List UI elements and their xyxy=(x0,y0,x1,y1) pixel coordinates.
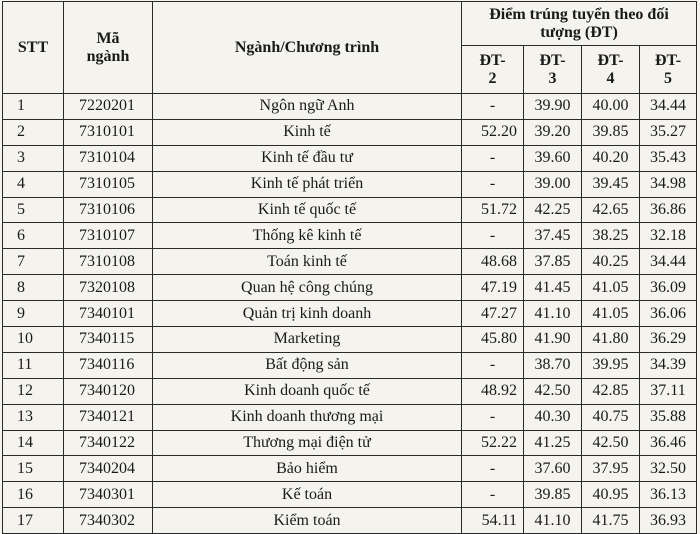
cell-score-dt3: 41.90 xyxy=(524,327,582,353)
cell-major-code: 7220201 xyxy=(64,94,153,120)
cell-score-dt2: 52.22 xyxy=(462,430,524,456)
cell-score-dt4: 39.85 xyxy=(582,119,640,145)
cell-stt: 4 xyxy=(3,171,64,197)
cell-major-code: 7340302 xyxy=(64,508,153,534)
cell-stt: 16 xyxy=(3,482,64,508)
header-major-code: Mã ngành xyxy=(64,2,153,94)
cell-program-name: Kinh tế phát triển xyxy=(153,171,462,197)
table-row xyxy=(3,352,697,378)
cell-score-dt4: 40.00 xyxy=(582,94,640,120)
cell-score-dt5: 35.43 xyxy=(640,145,697,171)
cell-stt: 14 xyxy=(3,430,64,456)
cell-score-dt3: 41.25 xyxy=(524,430,582,456)
cell-program-name: Quản trị kinh doanh xyxy=(153,301,462,327)
table-body xyxy=(3,94,697,534)
cell-score-dt3: 39.60 xyxy=(524,145,582,171)
cell-score-dt4: 37.95 xyxy=(582,456,640,482)
cell-stt: 7 xyxy=(3,249,64,275)
cell-score-dt5: 32.18 xyxy=(640,223,697,249)
cell-score-dt5: 36.93 xyxy=(640,508,697,534)
cell-stt: 6 xyxy=(3,223,64,249)
table-row xyxy=(3,378,697,404)
cell-score-dt4: 41.05 xyxy=(582,301,640,327)
cell-major-code: 7340122 xyxy=(64,430,153,456)
cell-score-dt4: 40.25 xyxy=(582,249,640,275)
admission-score-table xyxy=(2,1,697,534)
cell-score-dt2: - xyxy=(462,171,524,197)
cell-major-code: 7340115 xyxy=(64,327,153,353)
cell-score-dt5: 35.27 xyxy=(640,119,697,145)
cell-major-code: 7340101 xyxy=(64,301,153,327)
cell-score-dt5: 34.39 xyxy=(640,352,697,378)
cell-major-code: 7310101 xyxy=(64,119,153,145)
table-row xyxy=(3,119,697,145)
cell-program-name: Kinh tế xyxy=(153,119,462,145)
header-dt5: ĐT- 5 xyxy=(640,46,697,94)
cell-score-dt3: 42.25 xyxy=(524,197,582,223)
cell-score-dt2: 51.72 xyxy=(462,197,524,223)
table-row xyxy=(3,197,697,223)
cell-score-dt4: 39.95 xyxy=(582,352,640,378)
cell-score-dt3: 39.90 xyxy=(524,94,582,120)
cell-score-dt3: 41.10 xyxy=(524,508,582,534)
cell-score-dt3: 41.10 xyxy=(524,301,582,327)
cell-major-code: 7310106 xyxy=(64,197,153,223)
table-row xyxy=(3,430,697,456)
table-row xyxy=(3,223,697,249)
cell-score-dt4: 42.65 xyxy=(582,197,640,223)
cell-score-dt5: 32.50 xyxy=(640,456,697,482)
cell-score-dt3: 37.45 xyxy=(524,223,582,249)
cell-program-name: Kinh doanh quốc tế xyxy=(153,378,462,404)
cell-program-name: Bất động sản xyxy=(153,352,462,378)
cell-score-dt4: 40.20 xyxy=(582,145,640,171)
cell-score-dt3: 39.85 xyxy=(524,482,582,508)
cell-score-dt3: 37.85 xyxy=(524,249,582,275)
cell-stt: 2 xyxy=(3,119,64,145)
table-row xyxy=(3,482,697,508)
cell-score-dt5: 34.44 xyxy=(640,249,697,275)
cell-score-dt2: - xyxy=(462,94,524,120)
cell-stt: 3 xyxy=(3,145,64,171)
header-dt4: ĐT- 4 xyxy=(582,46,640,94)
cell-program-name: Marketing xyxy=(153,327,462,353)
header-stt: STT xyxy=(3,2,64,94)
cell-score-dt3: 41.45 xyxy=(524,275,582,301)
cell-score-dt2: - xyxy=(462,352,524,378)
cell-stt: 9 xyxy=(3,301,64,327)
cell-score-dt2: 45.80 xyxy=(462,327,524,353)
cell-score-dt3: 39.00 xyxy=(524,171,582,197)
cell-score-dt2: 48.68 xyxy=(462,249,524,275)
cell-score-dt5: 37.11 xyxy=(640,378,697,404)
cell-major-code: 7320108 xyxy=(64,275,153,301)
cell-major-code: 7310108 xyxy=(64,249,153,275)
header-dt2: ĐT- 2 xyxy=(462,46,524,94)
cell-program-name: Thương mại điện tử xyxy=(153,430,462,456)
cell-major-code: 7340301 xyxy=(64,482,153,508)
table-row xyxy=(3,171,697,197)
cell-score-dt4: 42.50 xyxy=(582,430,640,456)
cell-stt: 5 xyxy=(3,197,64,223)
cell-score-dt2: 47.19 xyxy=(462,275,524,301)
cell-program-name: Kinh tế đầu tư xyxy=(153,145,462,171)
cell-stt: 12 xyxy=(3,378,64,404)
cell-program-name: Kế toán xyxy=(153,482,462,508)
cell-stt: 15 xyxy=(3,456,64,482)
cell-score-dt5: 34.44 xyxy=(640,94,697,120)
cell-major-code: 7340204 xyxy=(64,456,153,482)
header-program: Ngành/Chương trình xyxy=(153,2,462,94)
cell-score-dt4: 40.95 xyxy=(582,482,640,508)
cell-score-dt4: 41.80 xyxy=(582,327,640,353)
cell-stt: 13 xyxy=(3,404,64,430)
cell-program-name: Kinh doanh thương mại xyxy=(153,404,462,430)
cell-major-code: 7310107 xyxy=(64,223,153,249)
cell-stt: 10 xyxy=(3,327,64,353)
cell-program-name: Kinh tế quốc tế xyxy=(153,197,462,223)
cell-major-code: 7310105 xyxy=(64,171,153,197)
cell-major-code: 7310104 xyxy=(64,145,153,171)
cell-score-dt2: 47.27 xyxy=(462,301,524,327)
cell-major-code: 7340116 xyxy=(64,352,153,378)
cell-score-dt2: - xyxy=(462,145,524,171)
cell-program-name: Kiểm toán xyxy=(153,508,462,534)
cell-stt: 11 xyxy=(3,352,64,378)
cell-score-dt5: 35.88 xyxy=(640,404,697,430)
cell-score-dt2: - xyxy=(462,404,524,430)
cell-score-dt2: 48.92 xyxy=(462,378,524,404)
cell-score-dt5: 36.29 xyxy=(640,327,697,353)
cell-score-dt5: 36.46 xyxy=(640,430,697,456)
table-row xyxy=(3,275,697,301)
cell-score-dt2: - xyxy=(462,456,524,482)
table-row xyxy=(3,301,697,327)
table-row xyxy=(3,249,697,275)
cell-score-dt3: 39.20 xyxy=(524,119,582,145)
table-row xyxy=(3,327,697,353)
cell-score-dt4: 40.75 xyxy=(582,404,640,430)
cell-score-dt4: 38.25 xyxy=(582,223,640,249)
cell-score-dt3: 37.60 xyxy=(524,456,582,482)
cell-score-dt3: 42.50 xyxy=(524,378,582,404)
table-row xyxy=(3,404,697,430)
cell-score-dt5: 36.86 xyxy=(640,197,697,223)
cell-score-dt4: 42.85 xyxy=(582,378,640,404)
header-dt3: ĐT- 3 xyxy=(524,46,582,94)
cell-score-dt3: 40.30 xyxy=(524,404,582,430)
cell-score-dt5: 36.06 xyxy=(640,301,697,327)
cell-score-dt5: 34.98 xyxy=(640,171,697,197)
cell-score-dt4: 39.45 xyxy=(582,171,640,197)
cell-program-name: Thống kê kinh tế xyxy=(153,223,462,249)
table-row xyxy=(3,145,697,171)
cell-program-name: Bảo hiểm xyxy=(153,456,462,482)
cell-score-dt4: 41.05 xyxy=(582,275,640,301)
cell-program-name: Toán kinh tế xyxy=(153,249,462,275)
cell-stt: 1 xyxy=(3,94,64,120)
cell-program-name: Ngôn ngữ Anh xyxy=(153,94,462,120)
cell-major-code: 7340120 xyxy=(64,378,153,404)
cell-score-dt2: 52.20 xyxy=(462,119,524,145)
cell-stt: 17 xyxy=(3,508,64,534)
cell-score-dt5: 36.13 xyxy=(640,482,697,508)
header-score-group: Điểm trúng tuyển theo đối tượng (ĐT) xyxy=(462,2,697,46)
cell-program-name: Quan hệ công chúng xyxy=(153,275,462,301)
cell-score-dt4: 41.75 xyxy=(582,508,640,534)
table-row xyxy=(3,94,697,120)
cell-score-dt2: - xyxy=(462,482,524,508)
cell-score-dt2: - xyxy=(462,223,524,249)
cell-major-code: 7340121 xyxy=(64,404,153,430)
cell-score-dt3: 38.70 xyxy=(524,352,582,378)
cell-score-dt2: 54.11 xyxy=(462,508,524,534)
cell-score-dt5: 36.09 xyxy=(640,275,697,301)
table-row xyxy=(3,456,697,482)
cell-stt: 8 xyxy=(3,275,64,301)
